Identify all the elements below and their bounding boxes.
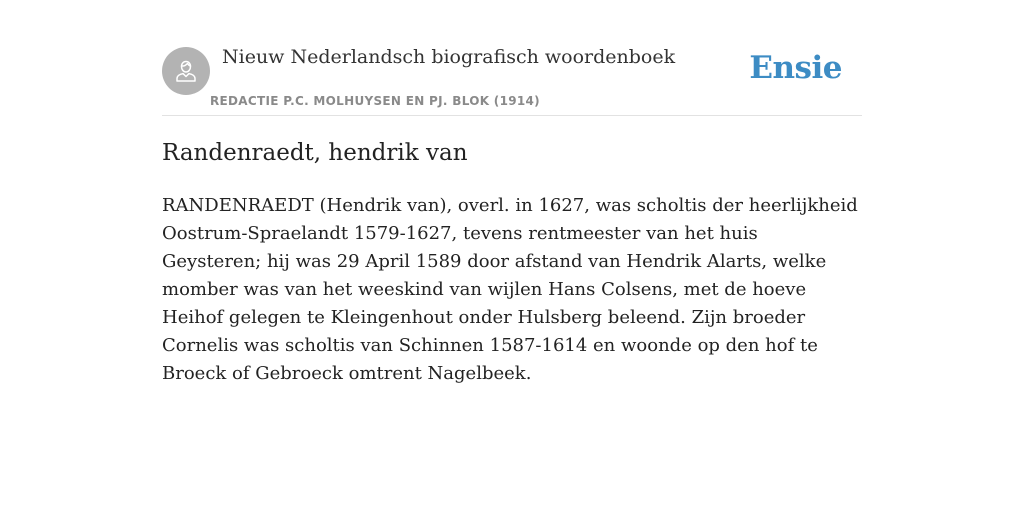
ensie-logo[interactable]: Ensie [749, 50, 842, 86]
source-title[interactable]: Nieuw Nederlandsch biografisch woordenboek [222, 46, 676, 68]
entry-body: RANDENRAEDT (Hendrik van), overl. in 1627, was scholtis der heerlijkheid Oostrum-Spraelandt 1579-1627, tevens rentmeester van het huis Geysteren; hij was 29 April 1589 door afstand van Hendrik Alarts, welke momber was van het weeskind van wijlen Hans Colsens, met de hoeve Heihof gelegen te Kleingenhout onder Hulsberg beleend. Zijn broeder Cornelis was scholtis van Schinnen 1587-1614 en woonde op den hof te Broeck of Gebroeck omtrent Nagelbeek. [162, 195, 858, 384]
source-header [162, 44, 862, 116]
entry-title: Randenraedt, hendrik van [162, 140, 468, 166]
avatar [162, 47, 210, 95]
source-credit: REDACTIE P.C. MOLHUYSEN EN PJ. BLOK (1914) [210, 94, 540, 108]
user-silhouette-icon [172, 57, 200, 85]
